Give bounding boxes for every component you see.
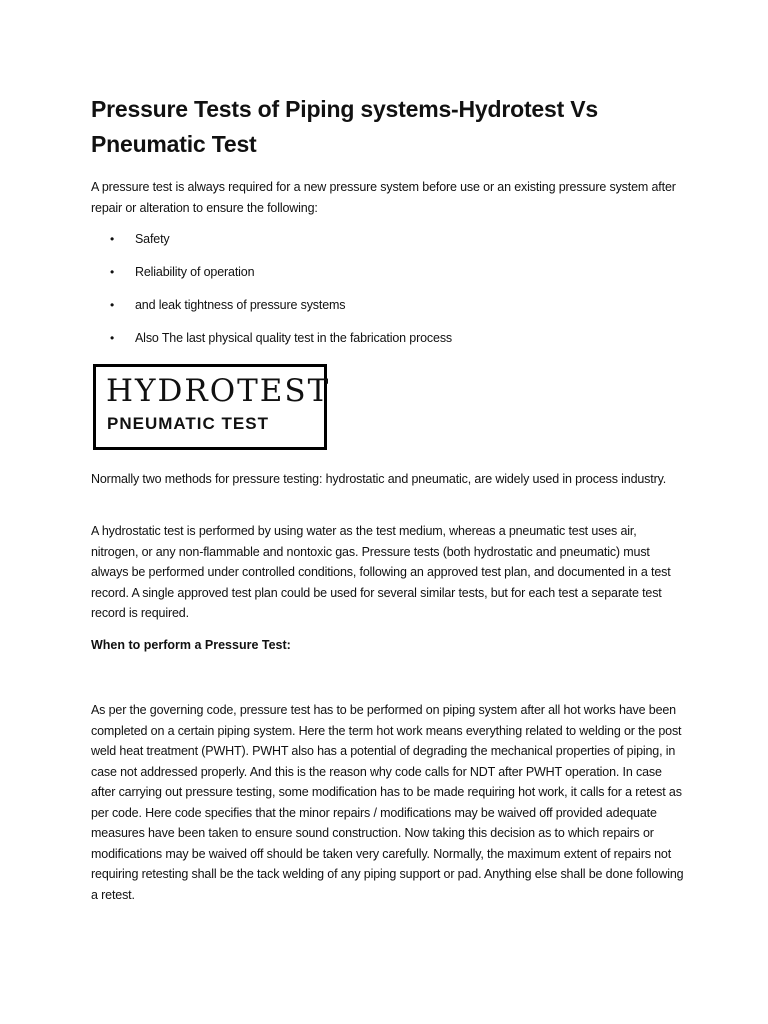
hydrostatic-paragraph: A hydrostatic test is performed by using water as the test medium, whereas a pneumatic test uses air, nitrogen, or any non-flammable and nontoxic gas. Pressure tests (both hydrostatic and pneumatic) must always be performed under controlled conditions, following an approved test plan, and documented in a test record. A single approved test plan could be used for several similar tests, but for each test a separate test record is required.: [91, 524, 671, 620]
bullet-icon: •: [110, 232, 115, 246]
code-paragraph: As per the governing code, pressure test has to be performed on piping system after all hot works have been completed on a certain piping system. Here the term hot work means everything related to welding or the post weld heat treatment (PWHT). PWHT also has a potential of degrading the mechanical properties of piping, in case not addressed properly. And this is the reason why code calls for NDT after PWHT operation. In case after carrying out pressure testing, some modification has to be made requiring hot work, it calls for a retest as per code. Here code specifies that the minor repairs / modifications may be waived off provided adequate measures have been taken to ensure sound construction. Now taking this decision as to which repairs or modifications may be waived off should be taken very carefully. Normally, the maximum extent of repairs not requiring retesting shall be the tack welding of any piping support or pad. Anything else shall be done following a retest.: [91, 703, 684, 902]
list-item-text: Safety: [135, 232, 170, 246]
list-item-text: Also The last physical quality test in the fabrication process: [135, 331, 453, 345]
logo-line-hydrotest: HYDROTEST: [106, 373, 331, 409]
section-heading: When to perform a Pressure Test:: [91, 638, 291, 652]
list-item-text: Reliability of operation: [135, 265, 255, 279]
bullet-icon: •: [110, 298, 115, 312]
bullet-icon: •: [110, 265, 115, 279]
intro-paragraph: A pressure test is always required for a new pressure system before use or an existing pressure system after repair or alteration to ensure the following:: [91, 180, 676, 215]
bullet-icon: •: [110, 331, 115, 345]
page-title: Pressure Tests of Piping systems-Hydrotest Vs Pneumatic Test: [91, 96, 598, 157]
logo-line-pneumatic: PNEUMATIC TEST: [107, 414, 269, 433]
hydrotest-logo-image: [93, 364, 331, 450]
methods-paragraph: Normally two methods for pressure testing: hydrostatic and pneumatic, are widely used in process industry.: [91, 472, 667, 486]
list-item-text: and leak tightness of pressure systems: [135, 298, 346, 312]
